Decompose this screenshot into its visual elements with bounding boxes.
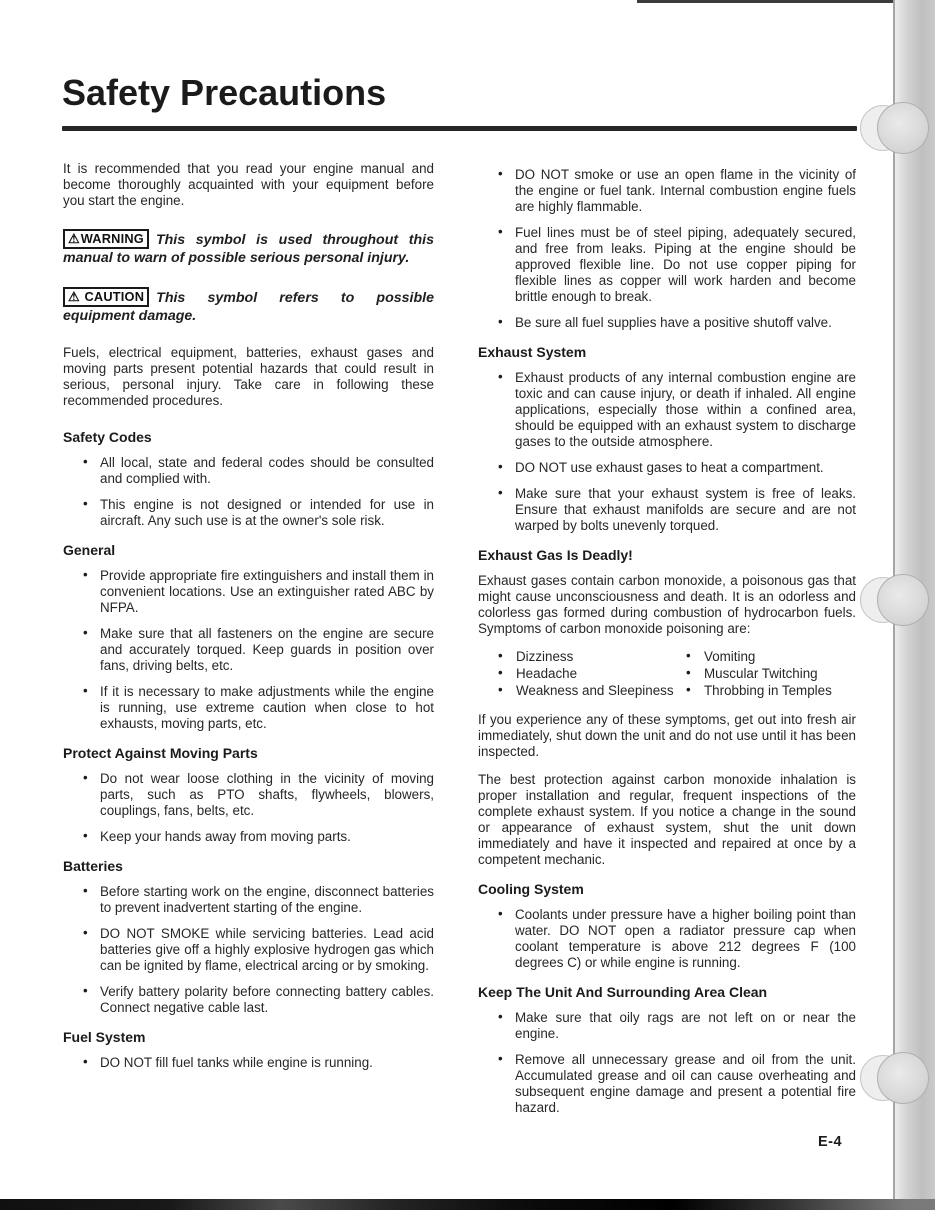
list-item: • Provide appropriate fire extinguishers and install them in convenient locations. Use an extinguisher rated ABC by NFPA.: [63, 568, 434, 616]
list-item: • Coolants under pressure have a higher boiling point than water. DO NOT open a radiator pressure cap when coolant temperature is above 212 degrees F (100 degrees C) or while engine is running.: [478, 907, 856, 971]
bullet-list: [63, 455, 434, 529]
left-column: [63, 161, 434, 1081]
caution-note: [63, 287, 434, 325]
bullet-list: [63, 884, 434, 1016]
list-item: • DO NOT fill fuel tanks while engine is running.: [63, 1055, 434, 1071]
warning-badge: [63, 229, 149, 249]
bullet-list: [478, 370, 856, 534]
binder-hole: [860, 102, 932, 154]
bullet-list: [63, 568, 434, 732]
section-heading-batteries: Batteries: [63, 858, 123, 874]
list-item: • Throbbing in Temples: [686, 683, 856, 699]
exhaust-gas-intro: Exhaust gases contain carbon monoxide, a poisonous gas that might cause unconsciousness and death. It is an odorless and colorless gas formed during combustion of hydrocarbon fuels. Symptoms of carbon monoxide poisoning are:: [478, 573, 856, 636]
scan-bottom-edge-artifact: [0, 1199, 935, 1210]
list-item: • Before starting work on the engine, disconnect batteries to prevent inadvertent starting of the engine.: [63, 884, 434, 916]
hazard-paragraph: Fuels, electrical equipment, batteries, exhaust gases and moving parts present potential hazards that could result in serious, personal injury. Take care in following these recommended procedures.: [63, 345, 434, 408]
page-number: E-4: [818, 1134, 843, 1150]
section-heading-keep-clean: Keep The Unit And Surrounding Area Clean: [478, 984, 768, 1000]
list-item: • Weakness and Sleepiness: [498, 683, 686, 699]
list-item: • Exhaust products of any internal combustion engine are toxic and can cause injury, or death if inhaled. All engine applications, especially those within a confined area, should be equipped with an exhaust system to discharge gases to the outside atmosphere.: [478, 370, 856, 450]
section-heading-moving-parts: Protect Against Moving Parts: [63, 745, 258, 761]
intro-paragraph: It is recommended that you read your engine manual and become thoroughly acquainted with your equipment before you start the engine.: [63, 161, 434, 208]
list-item: • Verify battery polarity before connecting battery cables. Connect negative cable last.: [63, 984, 434, 1016]
symptoms-column-2: [686, 649, 856, 700]
section-heading-exhaust-system: Exhaust System: [478, 344, 587, 360]
title-rule: [62, 126, 857, 131]
list-item: • Fuel lines must be of steel piping, adequately secured, and free from leaks. Piping at the engine should be approved flexible line. Do not use copper piping for flexible lines as copper will work harden and become brittle enough to break.: [478, 225, 856, 305]
warning-note: [63, 229, 434, 267]
list-item: • Keep your hands away from moving parts.: [63, 829, 434, 845]
list-item: • Vomiting: [686, 649, 856, 665]
symptoms-advice-paragraph: If you experience any of these symptoms, get out into fresh air immediately, shut down the unit and do not use until it has been inspected.: [478, 712, 856, 759]
list-item: • Do not wear loose clothing in the vicinity of moving parts, such as PTO shafts, flywheels, blowers, couplings, fans, belts, etc.: [63, 771, 434, 819]
caution-text: This symbol refers to possible equipment damage.: [63, 290, 434, 324]
binder-hole-punch: [877, 102, 929, 154]
list-item: • Dizziness: [498, 649, 686, 665]
list-item: • Remove all unnecessary grease and oil from the unit. Accumulated grease and oil can cause overheating and subsequent engine damage and present a potential fire hazard.: [478, 1052, 856, 1116]
bullet-list: [478, 167, 856, 331]
list-item: • Be sure all fuel supplies have a positive shutoff valve.: [478, 315, 856, 331]
binder-hole: [860, 574, 932, 626]
list-item: • Make sure that all fasteners on the engine are secure and accurately torqued. Keep guards in position over fans, driving belts, etc.: [63, 626, 434, 674]
list-item: • This engine is not designed or intended for use in aircraft. Any such use is at the owner's sole risk.: [63, 497, 434, 529]
exhaust-inspection-paragraph: The best protection against carbon monoxide inhalation is proper installation and regular, frequent inspections of the complete exhaust system. If you notice a change in the sound or appearance of exhaust system, shut the unit down immediately and have it inspected and repaired at once by a competent mechanic.: [478, 772, 856, 867]
bullet-list: [478, 1010, 856, 1116]
binder-hole-punch: [877, 1052, 929, 1104]
binder-hole-punch: [877, 574, 929, 626]
list-item: • Make sure that oily rags are not left on or near the engine.: [478, 1010, 856, 1042]
bullet-list: [63, 771, 434, 845]
list-item: • All local, state and federal codes should be consulted and complied with.: [63, 455, 434, 487]
list-item: • Headache: [498, 666, 686, 682]
bullet-list: [63, 1055, 434, 1071]
warning-triangle-icon: ⚠: [68, 231, 80, 246]
section-heading-exhaust-gas: Exhaust Gas Is Deadly!: [478, 547, 633, 563]
section-heading-cooling-system: Cooling System: [478, 881, 584, 897]
caution-badge: [63, 287, 149, 307]
warning-label: WARNING: [80, 231, 144, 246]
list-item: • DO NOT SMOKE while servicing batteries. Lead acid batteries give off a highly explosive hydrogen gas which can be ignited by flame, electrical arcing or by smoking.: [63, 926, 434, 974]
list-item: • Muscular Twitching: [686, 666, 856, 682]
warning-triangle-icon: ⚠: [68, 289, 80, 304]
section-heading-general: General: [63, 542, 116, 558]
section-heading-fuel-system: Fuel System: [63, 1029, 146, 1045]
warning-text: This symbol is used throughout this manual to warn of possible serious personal injury.: [63, 232, 434, 266]
page-title: Safety Precautions: [62, 72, 387, 113]
list-item: • Make sure that your exhaust system is free of leaks. Ensure that exhaust manifolds are secure and are not warped by bolts unevenly torqued.: [478, 486, 856, 534]
right-column: [478, 161, 856, 1126]
bullet-list: [478, 907, 856, 971]
symptoms-list: [478, 649, 856, 700]
section-heading-safety-codes: Safety Codes: [63, 429, 152, 445]
binder-hole: [860, 1052, 932, 1104]
caution-label: CAUTION: [84, 289, 145, 304]
list-item: • DO NOT smoke or use an open flame in the vicinity of the engine or fuel tank. Internal combustion engine fuels are highly flammable.: [478, 167, 856, 215]
list-item: • DO NOT use exhaust gases to heat a compartment.: [478, 460, 856, 476]
symptoms-column-1: [498, 649, 686, 700]
scan-top-edge-artifact: [637, 0, 893, 3]
list-item: • If it is necessary to make adjustments while the engine is running, use extreme caution when close to hot exhausts, moving parts, etc.: [63, 684, 434, 732]
